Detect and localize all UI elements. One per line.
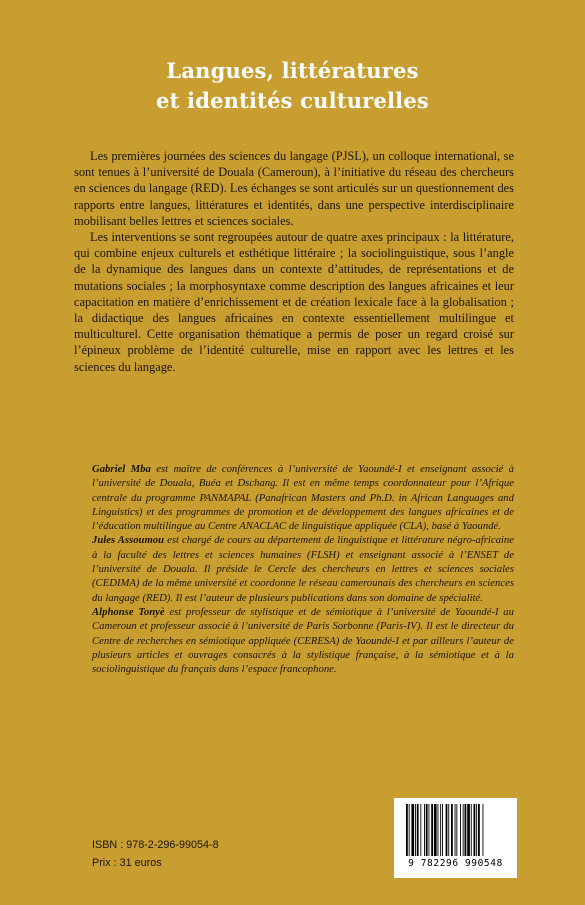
barcode-bar [426, 804, 428, 856]
barcode-bar [483, 804, 484, 856]
bio-alphonse-tonye [92, 605, 514, 676]
author-name: Alphonse Tonyè [92, 605, 165, 618]
barcode [394, 798, 517, 878]
summary-paragraph-2: Les interventions se sont regroupées autour de quatre axes principaux : la littérature, qui combine enjeux culturels et esthétique littéraire ; la sociolinguistique, sous l’angle de la dynamique des langues dans un contexte d’attitudes, de représentations et de mutations sociales ; la morphosyntaxe comme description des langues africaines et leur capacitation en matière d’enrichissement et de création lexicale face à la globalisation ; la didactique des langues africaines en contexte essentiellement multilingue et multiculturel. Cette organisation thématique a permis de poser un regard croisé sur l’épineux problème de l’identité culturelle, mise en rapport avec les lettres et les sciences du langage. [74, 230, 514, 374]
barcode-bar [438, 804, 439, 856]
bio-text: est maître de conférences à l’université de Yaoundé-I et enseignant associé à l’université de Douala, Buéa et Dschang. Il est en même temps coordonnateur pour l’Afrique centrale du programme PANMAPAL (Panafrican Masters and Ph.D. in African Languages and Linguistics) et des programmes de promotion et de développement des langues africaines et de l’éducation multilingue au Centre ANACLAC de linguistique appliquée (CLA), basé à Yaoundé. [92, 463, 515, 533]
barcode-bar [476, 804, 477, 856]
barcode-bar [467, 804, 470, 856]
barcode-digits: 9 782296 990548 [408, 858, 503, 869]
barcode-bar [446, 804, 448, 856]
barcode-bar [417, 804, 419, 856]
book-title [0, 56, 585, 116]
barcode-bar [431, 804, 433, 856]
barcode-bar [406, 804, 408, 856]
barcode-bar [442, 804, 443, 856]
price: Prix : 31 euros [92, 857, 162, 869]
barcode-bar [456, 804, 457, 856]
barcode-bar [415, 804, 416, 856]
title-line-1: Langues, littératures [166, 58, 419, 83]
back-cover-summary [74, 148, 514, 375]
isbn-number: ISBN : 978-2-296-99054-8 [92, 839, 219, 851]
author-name: Gabriel Mba [92, 463, 151, 475]
author-biographies [92, 462, 514, 676]
barcode-bar [448, 804, 449, 856]
barcode-bar [471, 804, 472, 856]
barcode-bar [409, 804, 410, 856]
barcode-bar [465, 804, 467, 856]
barcode-bars [404, 804, 507, 858]
barcode-bar [474, 804, 476, 856]
barcode-bar [420, 804, 421, 856]
author-name: Jules Assoumou [92, 534, 165, 547]
barcode-bar [451, 804, 453, 856]
barcode-bar [463, 804, 464, 856]
bio-text: est professeur de stylistique et de sémiotique à l’université de Yaoundé-I au Cameroun et professeur associé à l’université de Paris Sorbonne (Paris-IV). Il est le directeur du Centre de recherches en sémiotique appliquée (CERESA) de Yaoundé-I et par ailleurs l’auteur de plusieurs articles et ouvrages consacrés à la stylistique française, à la sémiotique et à la sociolinguistique du français dans l’espace francophone. [92, 605, 514, 676]
barcode-bar [424, 804, 425, 856]
barcode-bar [440, 804, 441, 856]
barcode-bar [429, 804, 430, 856]
bio-text: est chargé de cours au département de linguistique et littérature négro-africaine à la faculté des lettres et sciences humaines (FLSH) et enseignant associé à l’ENSET de l’université de Douala. Il préside le Cercle des chercheurs en lettres et sciences sociales (CEDIMA) de la même université et coordonne le réseau camerounais des chercheurs en sciences du langage (RED). Il est l’auteur de plusieurs publications dans son domaine de spécialité. [92, 534, 514, 604]
publication-info [92, 836, 219, 872]
barcode-bar [434, 804, 437, 856]
bio-gabriel-mba [92, 462, 514, 533]
barcode-bar [455, 804, 456, 856]
barcode-bar [460, 804, 461, 856]
bio-jules-assoumou [92, 533, 514, 604]
title-line-2: et identités culturelles [156, 88, 429, 113]
barcode-bar [411, 804, 414, 856]
barcode-bar [478, 804, 480, 856]
summary-paragraph-1: Les premières journées des sciences du langage (PJSL), un colloque international, se sont tenues à l’université de Douala (Cameroun), à l’initiative du réseau des chercheurs en sciences du langage (RED). Les échanges se sont articulés sur un questionnement des rapports entre langues, littératures et identités, dans une perspective interdisciplinaire mobilisant belles lettres et sciences sociales. [74, 149, 514, 228]
